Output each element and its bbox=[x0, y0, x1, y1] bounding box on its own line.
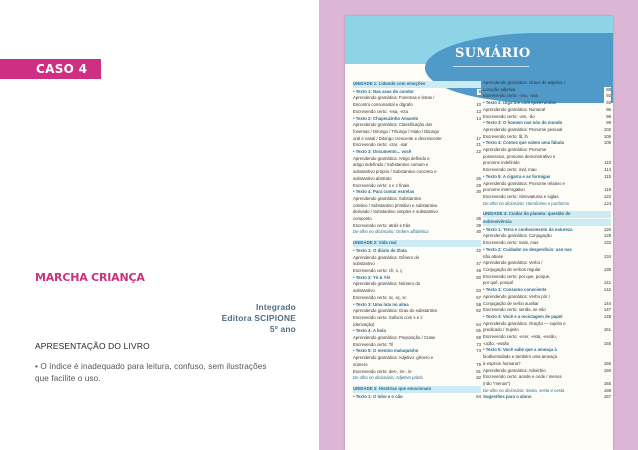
toc-page-number: 115 bbox=[604, 173, 611, 179]
toc-entry bbox=[353, 129, 481, 136]
toc-entry-label: • Texto 5: A cigarra e as formigas bbox=[483, 173, 551, 179]
toc-entry bbox=[353, 315, 481, 322]
toc-entry-label: substantivo bbox=[353, 261, 375, 267]
toc-entry bbox=[483, 260, 611, 267]
toc-entry-label: Escrevendo certo: -ecer, -esta, -essão, bbox=[483, 334, 557, 340]
toc-page-number: 64 bbox=[476, 321, 481, 327]
toc-page-number: 13 bbox=[476, 108, 481, 114]
toc-entry bbox=[353, 223, 481, 230]
toc-entry bbox=[483, 120, 611, 127]
toc-page-number: 129 bbox=[603, 233, 611, 239]
toc-entry-label: Aprendendo gramática: Fonemas e letras / bbox=[353, 95, 435, 101]
toc-entry bbox=[353, 288, 481, 295]
toc-page-number: 166 bbox=[603, 387, 611, 393]
toc-entry-label: Conjugação de verbos regular bbox=[483, 266, 541, 272]
toc-entry bbox=[353, 355, 481, 362]
toc-entry-label: Aprendendo gramática: Gênero do bbox=[353, 254, 420, 260]
toc-page-number: 106 bbox=[603, 140, 611, 146]
toc-page-number: 96 bbox=[606, 106, 611, 112]
toc-page-number: 144 bbox=[603, 300, 611, 306]
toc-entry-label: Escrevendo certo: s e z finais bbox=[353, 182, 410, 188]
toc-page-number: 118 bbox=[604, 187, 611, 193]
toc-entry-label: Escrevendo certo: mais, mas bbox=[483, 240, 539, 246]
toc-entry bbox=[353, 196, 481, 203]
toc-entry-label: Aprendendo gramática: Verbo / bbox=[483, 260, 543, 266]
toc-entry bbox=[353, 295, 481, 302]
toc-entry bbox=[483, 240, 611, 247]
toc-entry bbox=[353, 149, 481, 156]
toc-entry bbox=[353, 109, 481, 116]
toc-entry bbox=[353, 162, 481, 169]
toc-entry-label: Aprendendo gramática: Numeral bbox=[483, 106, 546, 112]
toc-page-number: 39 bbox=[476, 222, 481, 228]
toc-entry bbox=[483, 147, 611, 154]
toc-entry bbox=[353, 189, 481, 196]
toc-entry-label: (não "menas") bbox=[483, 380, 511, 386]
toc-entry-label: UNIDADE 1: Lidando com emoções bbox=[353, 81, 426, 86]
toc-entry bbox=[353, 169, 481, 176]
toc-entry bbox=[353, 89, 481, 96]
toc-page-number: 84 bbox=[476, 393, 481, 399]
toc-entry bbox=[353, 348, 481, 355]
toc-entry-label: Aprendendo gramática: Oração — sujeito e bbox=[483, 320, 566, 326]
toc-page-number: 142 bbox=[603, 287, 611, 293]
toc-entry-label: número bbox=[353, 361, 368, 367]
toc-page-number: 29 bbox=[476, 182, 481, 188]
toc-entry-label: • Texto 3: Documento... você bbox=[353, 149, 412, 155]
toc-page-number: 81 bbox=[476, 368, 481, 374]
toc-entry bbox=[483, 167, 611, 174]
toc-page-number: 99 bbox=[606, 120, 611, 126]
toc-entry bbox=[353, 176, 481, 183]
toc-entry-label: UNIDADE 4: Cuidar do planeta: questão de bbox=[483, 211, 571, 217]
toc-entry bbox=[353, 102, 481, 109]
toc-entry bbox=[353, 183, 481, 190]
toc-entry bbox=[353, 95, 481, 102]
toc-entry-label: Encontro consonantal e dígrafo bbox=[353, 102, 413, 108]
toc-page-number: 141 bbox=[603, 280, 611, 286]
toc-page-number: 147 bbox=[603, 307, 611, 313]
toc-entry bbox=[483, 107, 611, 114]
toc-entry-label: • Texto 4: Contos que valem uma fábula bbox=[483, 140, 564, 146]
toc-entry-label: Escrevendo certo: Sufixos com s e z bbox=[353, 314, 423, 320]
toc-entry-label: substantivo bbox=[353, 288, 375, 294]
toc-page-number: 82 bbox=[476, 375, 481, 381]
toc-page-number: 160 bbox=[603, 367, 611, 373]
toc-entry bbox=[483, 394, 611, 401]
toc-entry-label: não abuse bbox=[483, 253, 504, 259]
toc-entry bbox=[353, 229, 481, 236]
toc-entry-label: • Texto 5: Você sabe que a ameaça à bbox=[483, 347, 557, 353]
meta-type: Integrado bbox=[256, 302, 296, 312]
toc-entry bbox=[483, 227, 611, 234]
toc-page-number: 110 bbox=[604, 160, 611, 166]
toc-entry-label: Escrevendo certo: atrás e trás bbox=[353, 222, 411, 228]
book-page-title: SUMÁRIO bbox=[455, 46, 531, 61]
toc-entry bbox=[353, 394, 481, 401]
toc-entry bbox=[483, 80, 611, 87]
toc-entry bbox=[483, 154, 611, 161]
toc-entry-label: UNIDADE 2: Vida real bbox=[353, 240, 397, 246]
toc-entry-label: derivado / Substantivo simples e substantivo bbox=[353, 209, 438, 215]
toc-entry bbox=[483, 201, 611, 208]
toc-entry-label: • Texto 1: O lobo e o cão bbox=[353, 393, 403, 399]
toc-entry bbox=[483, 127, 611, 134]
toc-entry bbox=[483, 314, 611, 321]
case-label: CASO 4 bbox=[36, 62, 88, 76]
toc-entry bbox=[353, 209, 481, 216]
toc-entry-label: De olho no dicionário: Ordem alfabética bbox=[353, 229, 429, 235]
toc-page-number: 69 bbox=[476, 335, 481, 341]
toc-page-number: 134 bbox=[603, 253, 611, 259]
toc-page-number: 98 bbox=[606, 113, 611, 119]
toc-entry bbox=[483, 174, 611, 181]
toc-entry bbox=[353, 268, 481, 275]
toc-unit-heading bbox=[353, 240, 481, 247]
toc-page-number: 93 bbox=[606, 100, 611, 106]
toc-page-number: 79 bbox=[476, 361, 481, 367]
toc-entry bbox=[483, 388, 611, 395]
toc-entry bbox=[483, 274, 611, 281]
toc-entry-label: biodiversidade e também uma ameaça bbox=[483, 354, 558, 360]
toc-entry bbox=[483, 207, 611, 210]
toc-entry-label: Aprendendo gramática: Preposição / Crase bbox=[353, 335, 436, 341]
toc-entry-label: substantivo abstrato bbox=[353, 175, 392, 181]
toc-entry bbox=[353, 216, 481, 223]
toc-page-number: 65 bbox=[476, 328, 481, 334]
toc-entry-label: possessivo, pronome demonstrativo e bbox=[483, 153, 556, 159]
toc-page-number: 21 bbox=[476, 142, 481, 148]
toc-page-number: 88 bbox=[606, 86, 611, 92]
toc-page-number: 42 bbox=[476, 247, 481, 253]
toc-column-left bbox=[353, 80, 481, 400]
toc-entry bbox=[483, 187, 611, 194]
toc-page-number: 92 bbox=[606, 93, 611, 99]
toc-entry bbox=[353, 302, 481, 309]
toc-page-number: 14 bbox=[476, 115, 481, 121]
toc-entry-label: • Texto 4: A bola bbox=[353, 328, 386, 334]
toc-entry bbox=[483, 267, 611, 274]
toc-entry bbox=[353, 236, 481, 239]
toc-entry-label: • Texto 1: Nas asas do condor bbox=[353, 88, 414, 94]
toc-entry-label: • Texto 3: O homem nas nós do mundo bbox=[483, 120, 563, 126]
toc-page-number: 62 bbox=[476, 308, 481, 314]
toc-entry bbox=[353, 362, 481, 369]
toc-page-number: 53 bbox=[476, 288, 481, 294]
toc-entry-label: Escrevendo certo: aonde e onde / menos bbox=[483, 374, 562, 380]
toc-entry bbox=[353, 275, 481, 282]
toc-page-number: 26 bbox=[476, 175, 481, 181]
toc-entry-label: UNIDADE 3: Histórias que emocionam bbox=[353, 385, 432, 391]
toc-entry bbox=[353, 156, 481, 163]
toc-entry-label: Escrevendo certo: -esa, -eza bbox=[353, 108, 408, 114]
toc-entry bbox=[353, 308, 481, 315]
book-meta bbox=[222, 302, 296, 335]
toc-entry-label: Escrevendo certo: -izar, -isar bbox=[353, 142, 408, 148]
toc-entry bbox=[353, 382, 481, 385]
toc-page-number: 167 bbox=[603, 394, 611, 400]
toc-entry bbox=[353, 122, 481, 129]
toc-entry-label: Escrevendo certo: -oso, -osa bbox=[483, 93, 538, 99]
toc-page-number: 155 bbox=[603, 340, 611, 346]
toc-entry bbox=[483, 381, 611, 388]
toc-entry-label: Aprendendo gramática: Artigo definido e bbox=[353, 155, 430, 161]
toc-page-number: 58 bbox=[476, 301, 481, 307]
toc-entry bbox=[353, 322, 481, 329]
toc-entry-label: Aprendendo gramática: Conjugação bbox=[483, 233, 552, 239]
toc-entry-label: • Texto 1: O diário de Zlata bbox=[353, 247, 407, 253]
toc-entry bbox=[483, 181, 611, 188]
toc-page-number: 156 bbox=[603, 360, 611, 366]
toc-entry bbox=[483, 347, 611, 354]
toc-page-number: 8 bbox=[478, 88, 481, 94]
toc-entry bbox=[483, 287, 611, 294]
toc-page-number: 17 bbox=[476, 135, 481, 141]
toc-unit-heading bbox=[353, 386, 481, 393]
book-series-title: MARCHA CRIANÇA bbox=[35, 271, 145, 284]
toc-entry bbox=[483, 254, 611, 261]
title-underline bbox=[453, 66, 529, 67]
toc-entry bbox=[483, 280, 611, 287]
toc-entry-label: • Texto 5: O menino maluquinho bbox=[353, 348, 419, 354]
toc-page-number: 10 bbox=[476, 102, 481, 108]
toc-entry-label: à espécie humana? bbox=[483, 360, 521, 366]
toc-entry bbox=[483, 301, 611, 308]
toc-entry bbox=[353, 142, 481, 149]
toc-entry-label: Aprendendo gramática: Número do bbox=[353, 281, 421, 287]
toc-page-number: 124 bbox=[603, 200, 611, 206]
toc-entry-label: Escrevendo certo: Abreviaturas e siglas bbox=[483, 193, 559, 199]
toc-entry-label: Conjugação de verbo auxiliar bbox=[483, 300, 539, 306]
toc-entry-label: Sugestões para o aluno bbox=[483, 394, 532, 400]
toc-entry-label: • Texto 4: Para contar estrelas bbox=[353, 189, 415, 195]
toc-entry-label: pronome indefinido bbox=[483, 160, 520, 166]
toc-entry bbox=[483, 134, 611, 141]
toc-page-number: 50 bbox=[476, 274, 481, 280]
toc-unit-heading bbox=[353, 81, 481, 88]
toc-unit-heading bbox=[483, 211, 611, 218]
toc-unit-heading bbox=[483, 219, 611, 226]
section-body: • O índice é inadequado para leitura, confuso, sem ilustrações que facilite o uso. bbox=[35, 362, 267, 383]
toc-entry-label: • Texto 2: Cuidado! os desperdício: use nas bbox=[483, 246, 572, 252]
toc-page-number: 105 bbox=[603, 133, 611, 139]
toc-page-number: 165 bbox=[603, 380, 611, 386]
toc-entry bbox=[483, 87, 611, 94]
section-heading: APRESENTAÇÃO DO LIVRO bbox=[35, 341, 150, 351]
toc-entry-label: fonemas / Ditongo / Tritongo / Hiato / Ditongo bbox=[353, 128, 439, 134]
toc-page-number: 114 bbox=[604, 167, 611, 173]
toc-entry bbox=[353, 116, 481, 123]
toc-entry bbox=[353, 255, 481, 262]
toc-entry bbox=[483, 140, 611, 147]
toc-page-number: 126 bbox=[603, 226, 611, 232]
toc-entry-label: Escrevendo certo: senão, se não bbox=[483, 307, 546, 313]
toc-entry-label: Aprendendo gramática: Substantivo bbox=[353, 195, 422, 201]
toc-page-number: 135 bbox=[603, 266, 611, 272]
toc-page-number: 36 bbox=[476, 216, 481, 222]
toc-entry-label: • Texto 3: Consumo consciente bbox=[483, 287, 547, 293]
toc-entry-label: substantivo próprio / Substantivo concreto e bbox=[353, 169, 437, 175]
toc-page-number: 47 bbox=[476, 261, 481, 267]
toc-entry bbox=[353, 328, 481, 335]
toc-page-number: 30 bbox=[476, 189, 481, 195]
toc-entry-label: Escrevendo certo: lã, lh bbox=[483, 133, 528, 139]
toc-entry-label: De olho no dicionário: Sexta, sesta e cesta bbox=[483, 387, 565, 393]
toc-entry-label: • Texto 3: Uma luta no alma bbox=[353, 301, 409, 307]
toc-entry-label: Locução adjetiva bbox=[483, 86, 516, 92]
toc-entry-label: -ução, -essão bbox=[483, 340, 510, 346]
toc-entry-label: • Texto 1: Terra e conhecimento da natureza bbox=[483, 226, 573, 232]
toc-page-number: 57 bbox=[476, 294, 481, 300]
toc-entry-label: Aprendendo gramática: Graus do adjetivo / bbox=[483, 80, 565, 85]
toc-entry bbox=[483, 354, 611, 361]
toc-entry bbox=[483, 233, 611, 240]
toc-entry bbox=[483, 334, 611, 341]
toc-entry-label: Aprendendo gramática: Adjetivo: gênero e bbox=[353, 355, 434, 361]
toc-entry bbox=[483, 100, 611, 107]
toc-page-number: 148 bbox=[603, 313, 611, 319]
meta-grade: 5º ano bbox=[269, 324, 296, 334]
toc-entry bbox=[353, 342, 481, 349]
toc-entry-label: Aprendendo gramática: Grau do substantivo bbox=[353, 308, 438, 314]
toc-entry-label: Aprendendo gramática: Pronome bbox=[483, 147, 547, 153]
toc-entry bbox=[483, 374, 611, 381]
toc-entry-label: Aprendendo gramática: Classificação dos bbox=[353, 122, 433, 128]
toc-entry-label: De olho no dicionário: Adjetivo pátrio bbox=[353, 375, 423, 381]
toc-entry-label: Aprendendo gramática: Pronome relativo e bbox=[483, 180, 565, 186]
book-page bbox=[345, 16, 613, 450]
toc-page-number: 102 bbox=[603, 126, 611, 132]
toc-entry bbox=[483, 160, 611, 167]
toc-entry-label: Aprendendo gramática: Pronome pessoal bbox=[483, 126, 563, 132]
toc-entry-label: • Texto 4: Você e a reciclagem de papel bbox=[483, 313, 563, 319]
toc-entry bbox=[353, 203, 481, 210]
toc-entry-label: predicado / Sujeito bbox=[483, 327, 519, 333]
toc-entry-label: Escrevendo certo: mal, mau bbox=[483, 167, 537, 173]
toc-entry bbox=[353, 281, 481, 288]
toc-entry-label: Escrevendo certo: ch, x, ç bbox=[353, 267, 403, 273]
toc-entry-label: De olho no dicionário: Homônimo e parônimo bbox=[483, 200, 570, 206]
toc-entry bbox=[353, 248, 481, 255]
toc-entry-label: (derivação) bbox=[353, 321, 375, 327]
toc-entry-label: composto bbox=[353, 216, 372, 222]
toc-entry-label: sobrevivência bbox=[483, 219, 512, 225]
toc-entry bbox=[353, 375, 481, 382]
toc-entry-label: artigo indefinido / Substantivo comum e bbox=[353, 162, 429, 168]
case-tab bbox=[0, 59, 101, 79]
toc-entry-label: Escrevendo certo: -am, -ão bbox=[483, 113, 535, 119]
toc-entry-label: • Texto 2: Diga-me com quem andas bbox=[483, 100, 557, 106]
toc-entry bbox=[353, 136, 481, 143]
meta-publisher: Editora SCIPIONE bbox=[221, 313, 296, 323]
toc-entry-label: • Texto 2: Chapeuzinho Amarelo bbox=[353, 115, 419, 121]
toc-entry-label: Escrevendo certo: des-, im-, in- bbox=[353, 368, 413, 374]
toc-column-right bbox=[483, 80, 611, 401]
toc-entry bbox=[483, 93, 611, 100]
toc-entry-label: • Texto 2: Yè & Yè! bbox=[353, 274, 391, 280]
toc-page-number: 151 bbox=[603, 327, 611, 333]
toc-entry bbox=[483, 247, 611, 254]
toc-entry bbox=[483, 294, 611, 301]
toc-entry bbox=[483, 327, 611, 334]
toc-page-number: 73 bbox=[476, 341, 481, 347]
toc-entry-label: Escrevendo certo: por que, porque, bbox=[483, 273, 551, 279]
toc-entry bbox=[483, 194, 611, 201]
toc-entry bbox=[483, 321, 611, 328]
toc-entry-label: oral e nasal / Ditongo crescente e decrescente bbox=[353, 135, 442, 141]
toc-page-number: 133 bbox=[603, 240, 611, 246]
toc-entry bbox=[483, 307, 611, 314]
toc-entry bbox=[353, 335, 481, 342]
toc-page-number: 22 bbox=[476, 149, 481, 155]
toc-entry-label: Escrevendo certo: Til bbox=[353, 341, 394, 347]
toc-entry bbox=[353, 369, 481, 376]
toc-entry-label: Aprendendo gramática: Advérbio bbox=[483, 367, 546, 373]
toc-page-number: 49 bbox=[476, 267, 481, 273]
toc-entry bbox=[483, 341, 611, 348]
toc-page-number: 40 bbox=[476, 229, 481, 235]
toc-entry-label: Aprendendo gramática: Verbo pôr / bbox=[483, 293, 550, 299]
toc-entry bbox=[353, 261, 481, 268]
toc-entry-label: coletivo / Substantivo primitivo e substantivo bbox=[353, 202, 438, 208]
toc-entry bbox=[483, 361, 611, 368]
toc-entry bbox=[483, 368, 611, 375]
toc-entry-label: por quê, porquê bbox=[483, 280, 514, 286]
toc-entry-label: Escrevendo certo: sc, sç, xc bbox=[353, 294, 407, 300]
toc-page-number: 74 bbox=[476, 348, 481, 354]
toc-page-number: 122 bbox=[603, 193, 611, 199]
toc-entry-label: pronome interrogativo bbox=[483, 187, 525, 193]
toc-entry bbox=[483, 114, 611, 121]
